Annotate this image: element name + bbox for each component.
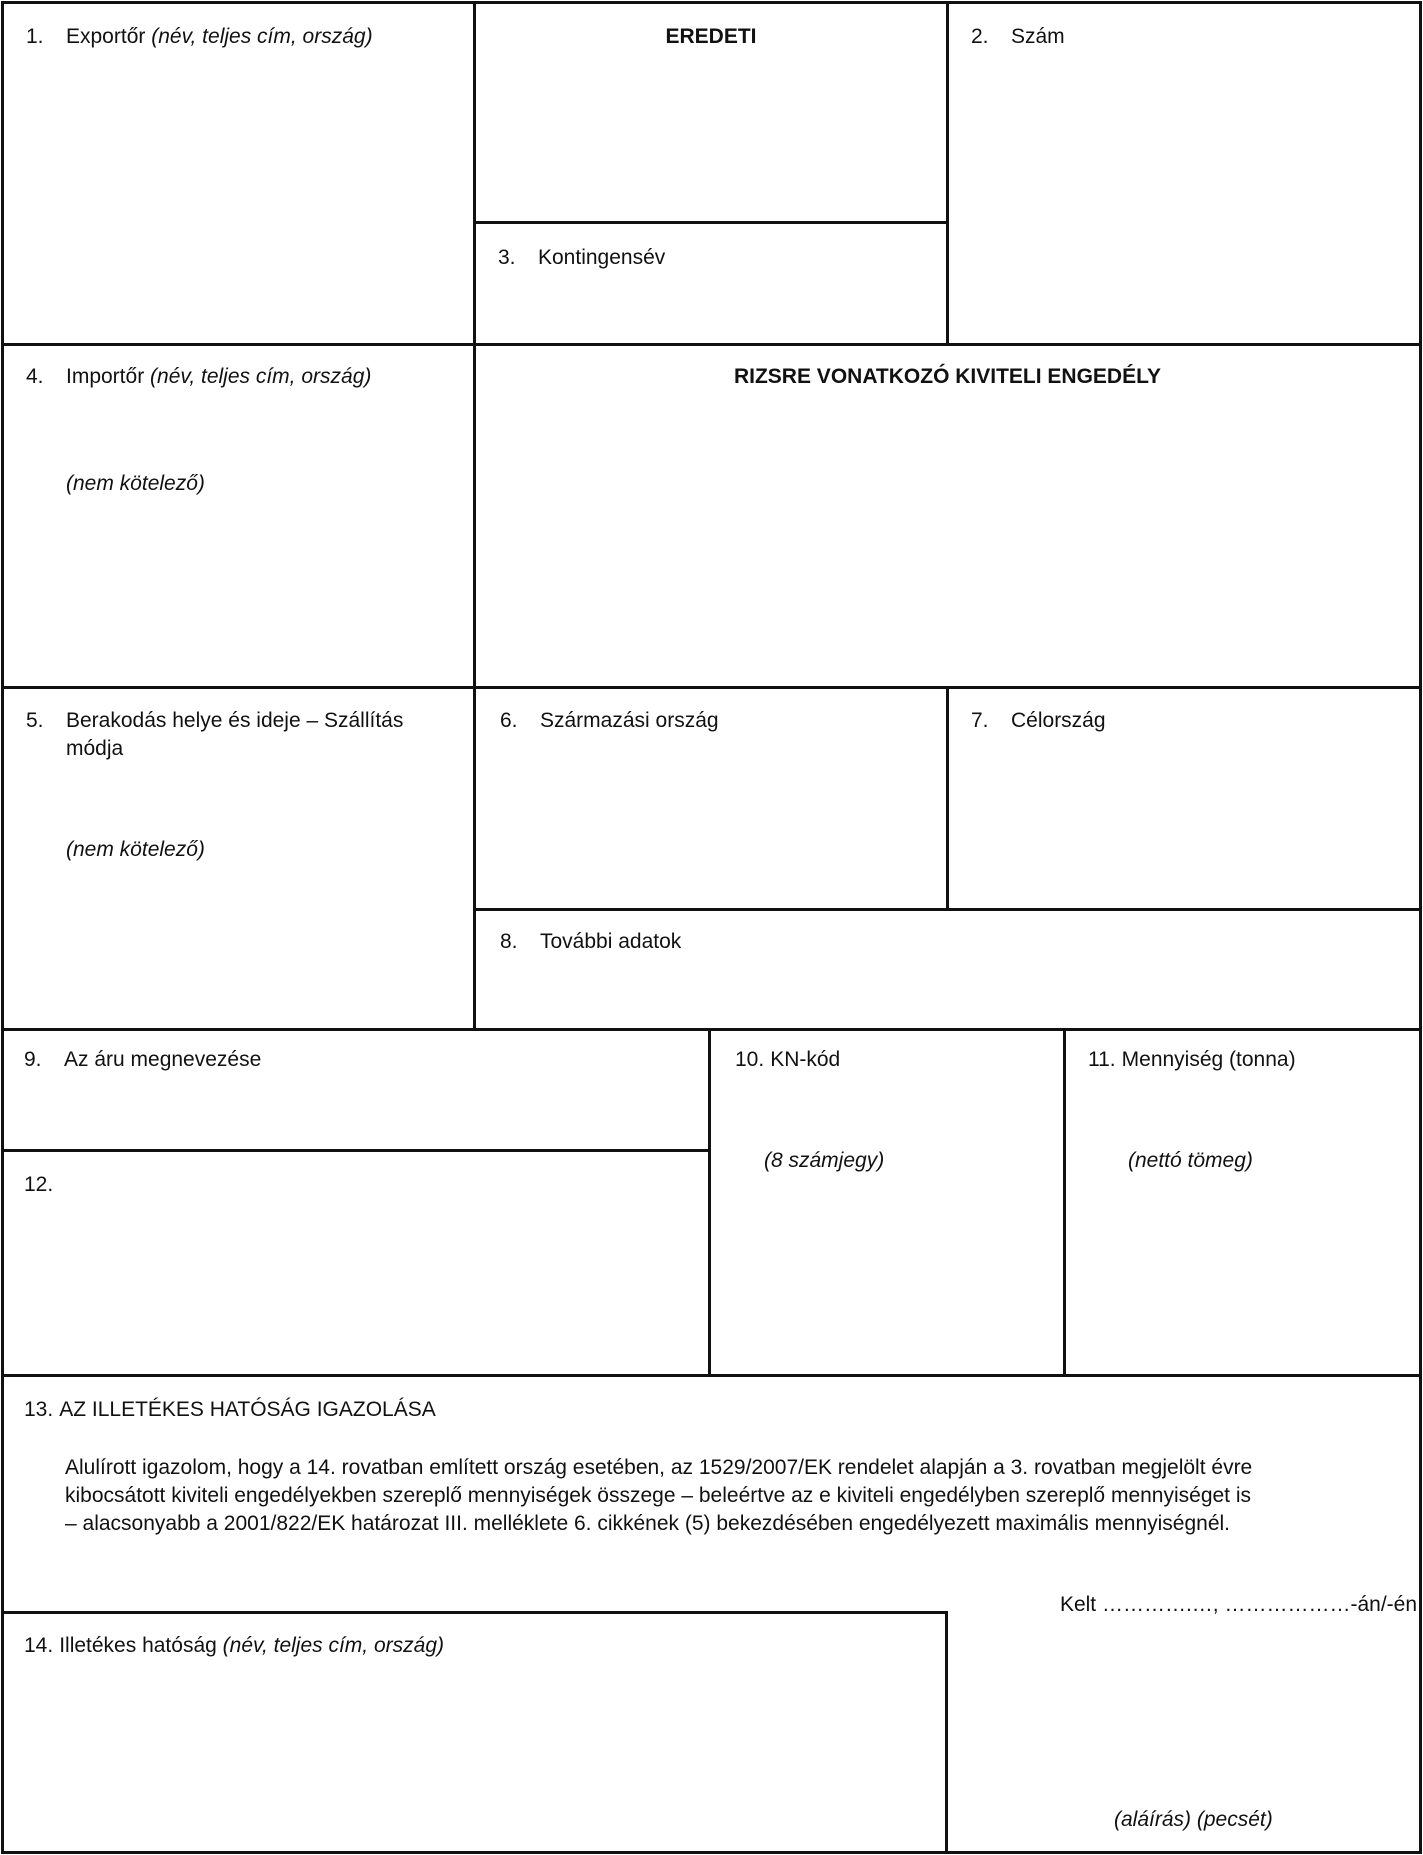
box-title: Illetékes hatóság — [59, 1634, 217, 1657]
format-note: (8 számjegy) — [764, 1149, 885, 1172]
box-4-label — [26, 364, 371, 390]
box-1-exporter[interactable] — [4, 4, 473, 343]
box-number: 12. — [24, 1173, 54, 1196]
document-title: RIZSRE VONATKOZÓ KIVITELI ENGEDÉLY — [733, 365, 1162, 388]
box-10-label — [735, 1047, 840, 1073]
box-11-label — [1088, 1047, 1296, 1073]
box-number: 5. — [26, 709, 44, 732]
box-9-label — [24, 1047, 261, 1073]
box-number: 3. — [498, 246, 516, 269]
box-title: AZ ILLETÉKES HATÓSÁG IGAZOLÁSA — [59, 1398, 436, 1421]
box-title: Származási ország — [540, 709, 719, 732]
box-number: 4. — [26, 365, 44, 388]
box-number: 11. — [1088, 1048, 1116, 1071]
box-number: 10. — [735, 1048, 765, 1071]
box-title: Importőr — [66, 365, 145, 388]
box-title: Exportőr — [66, 25, 146, 48]
signature-stamp-caption: (aláírás) (pecsét) — [1114, 1808, 1273, 1831]
box-title: Szám — [1011, 25, 1065, 48]
box-6-origin-country[interactable] — [476, 689, 946, 908]
box-1-label — [26, 24, 373, 50]
box-10-cn-code[interactable] — [711, 1031, 1063, 1374]
box-title-cont: módja — [66, 737, 124, 760]
box-2-label — [971, 24, 1065, 50]
box-number: 13. — [24, 1398, 54, 1421]
box-title: További adatok — [540, 930, 682, 953]
box-11-quantity[interactable] — [1066, 1031, 1419, 1374]
date-place-line: Kelt ………….…, ………………-án/-én — [1059, 1593, 1417, 1616]
box-3-label — [498, 245, 665, 271]
box-number: 8. — [500, 930, 518, 953]
copy-marker: EREDETI — [665, 25, 757, 48]
unit-note: (nettó tömeg) — [1128, 1149, 1253, 1172]
box-6-label — [500, 708, 719, 734]
box-number: 9. — [24, 1048, 42, 1071]
box-hint: (név, teljes cím, ország) — [151, 25, 373, 48]
box-2-number[interactable] — [949, 4, 1419, 343]
frame-bottom — [1, 1851, 1422, 1854]
box-title: Kontingensév — [538, 246, 666, 269]
box-title: Berakodás helye és ideje – Szállítás — [66, 709, 404, 732]
frame-right — [1419, 1, 1422, 1854]
certification-line: kibocsátott kiviteli engedélyekben szereplő mennyiségek összege – beleértve az e kiviteli engedélyben szereplő mennyiséget is — [65, 1484, 1252, 1507]
box-hint: (név, teljes cím, ország) — [150, 365, 372, 388]
box-hint: (név, teljes cím, ország) — [222, 1634, 444, 1657]
box-14-label — [24, 1633, 444, 1659]
box-13-label — [24, 1397, 436, 1423]
box-7-destination-country[interactable] — [949, 689, 1419, 908]
box-number: 1. — [26, 25, 44, 48]
certification-text — [65, 1454, 1415, 1538]
box-14-competent-authority[interactable] — [4, 1614, 945, 1851]
copy-marker-cell — [476, 4, 946, 221]
box-8-additional-info[interactable] — [476, 911, 1419, 1028]
box-3-quota-year[interactable] — [476, 224, 946, 343]
box-number: 2. — [971, 25, 989, 48]
document-title-cell — [476, 346, 1419, 686]
box-8-label — [500, 929, 681, 955]
box-title: Az áru megnevezése — [64, 1048, 262, 1071]
box-13-authority-certification — [4, 1377, 1419, 1611]
box-number: 6. — [500, 709, 518, 732]
signature-area[interactable] — [948, 1578, 1419, 1851]
box-12[interactable] — [4, 1152, 708, 1374]
box-title: Mennyiség (tonna) — [1121, 1048, 1296, 1071]
box-12-label — [24, 1172, 59, 1198]
box-5-loading[interactable] — [4, 689, 473, 1028]
box-title: Célország — [1011, 709, 1106, 732]
optional-note: (nem kötelező) — [66, 838, 205, 861]
box-9-goods-description[interactable] — [4, 1031, 708, 1149]
box-7-label — [971, 708, 1106, 734]
certification-line: Alulírott igazolom, hogy a 14. rovatban említett ország esetében, az 1529/2007/EK rendelet alapján a 3. rovatban megjelölt évre — [65, 1456, 1253, 1479]
box-title: KN-kód — [770, 1048, 841, 1071]
box-number: 14. — [24, 1634, 54, 1657]
box-5-label — [26, 708, 403, 734]
box-4-importer[interactable] — [4, 346, 473, 686]
box-number: 7. — [971, 709, 989, 732]
optional-note: (nem kötelező) — [66, 472, 205, 495]
certification-line: – alacsonyabb a 2001/822/EK határozat III. melléklete 6. cikkének (5) bekezdésében engedélyezett maximális mennyiségnél. — [65, 1512, 1231, 1535]
